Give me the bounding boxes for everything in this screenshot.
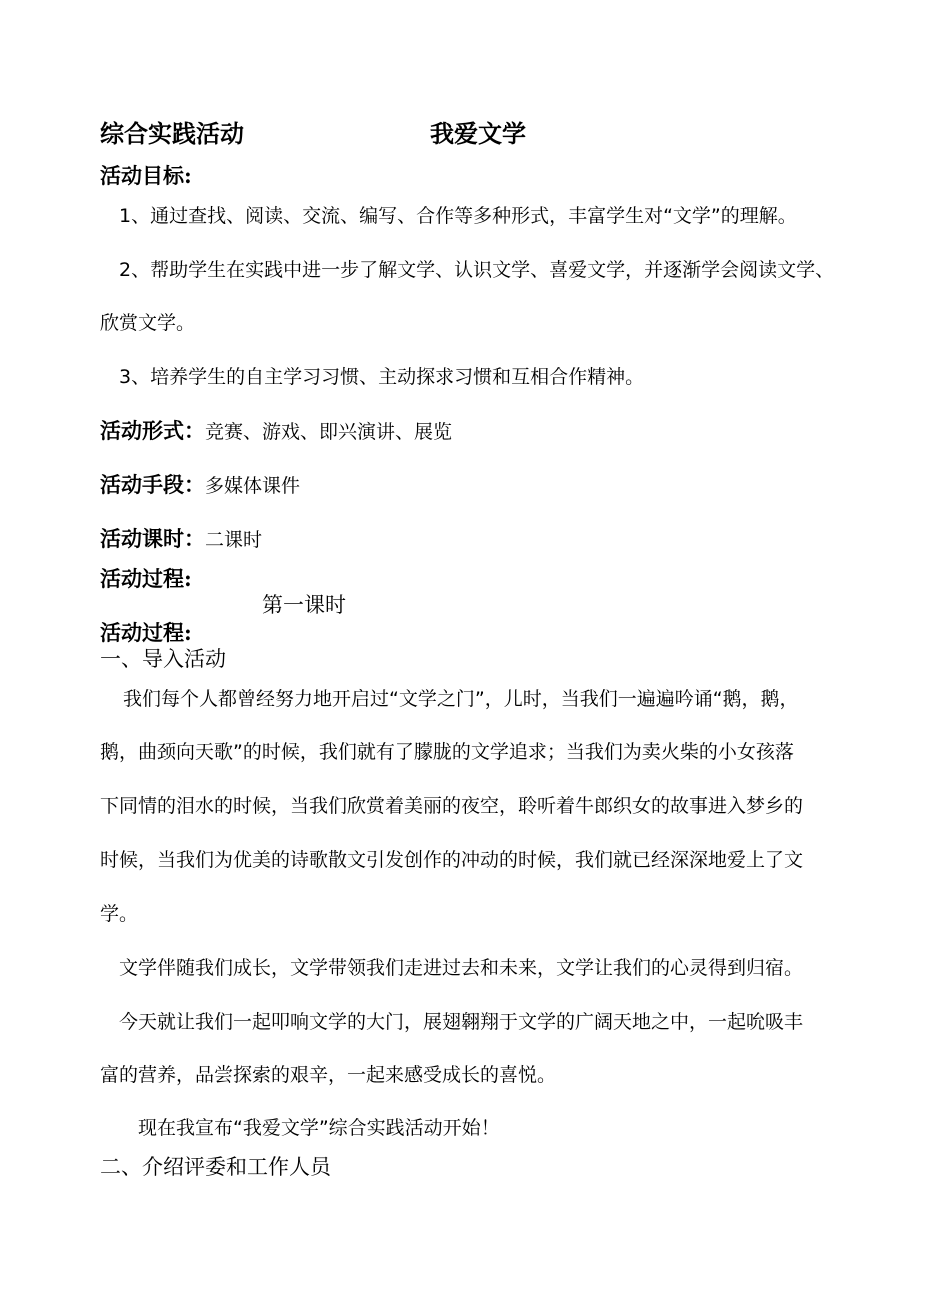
form-row [100,420,452,442]
process-heading-2: 活动过程: [100,620,192,645]
announce-paragraph: 现在我宣布“我爱文学”综合实践活动开始！ [138,1117,500,1139]
goal-item-2-line-1: 2、帮助学生在实践中进一步了解文学、认识文学、喜爱文学，并逐渐学会阅读文学、 [119,259,835,281]
intro-paragraph-line-2: 鹅，曲颈向天歌”的时候，我们就有了朦胧的文学追求；当我们为卖火柴的小女孩落 [100,741,794,763]
form-label: 活动形式： [100,418,205,443]
today-paragraph-line-1: 今天就让我们一起叩响文学的大门，展翅翱翔于文学的广阔天地之中，一起吮吸丰 [119,1011,804,1033]
section-2-heading: 二、介绍评委和工作人员 [100,1155,331,1179]
goal-item-2-line-2: 欣赏文学。 [100,312,196,334]
section-1-heading: 一、导入活动 [100,647,226,671]
hours-row [100,528,262,550]
means-label: 活动手段： [100,472,205,497]
goals-heading: 活动目标: [100,163,192,188]
today-paragraph-line-2: 富的营养，品尝探索的艰辛，一起来感受成长的喜悦。 [100,1064,557,1086]
form-value: 竞赛、游戏、即兴演讲、展览 [205,421,453,443]
title-left: 综合实践活动 [100,119,244,148]
hours-value: 二课时 [205,529,263,551]
intro-paragraph-line-1: 我们每个人都曾经努力地开启过“文学之门”，儿时，当我们一遍遍吟诵“鹅，鹅， [123,688,799,710]
intro-paragraph-line-5: 学。 [100,903,139,925]
goal-item-3: 3、培养学生的自主学习习惯、主动探求习惯和互相合作精神。 [119,366,645,388]
lesson-title: 第一课时 [262,593,346,617]
hours-label: 活动课时： [100,526,205,551]
growth-paragraph: 文学伴随我们成长，文学带领我们走进过去和未来，文学让我们的心灵得到归宿。 [119,957,804,979]
goal-item-1: 1、通过查找、阅读、交流、编写、合作等多种形式，丰富学生对“文学”的理解。 [119,205,797,227]
intro-paragraph-line-3: 下同情的泪水的时候，当我们欣赏着美丽的夜空，聆听着牛郎织女的故事进入梦乡的 [100,795,804,817]
process-heading-1: 活动过程: [100,566,192,591]
title-right: 我爱文学 [430,119,526,148]
means-value: 多媒体课件 [205,475,301,497]
means-row [100,474,300,496]
intro-paragraph-line-4: 时候，当我们为优美的诗歌散文引发创作的冲动的时候，我们就已经深深地爱上了文 [100,849,804,871]
